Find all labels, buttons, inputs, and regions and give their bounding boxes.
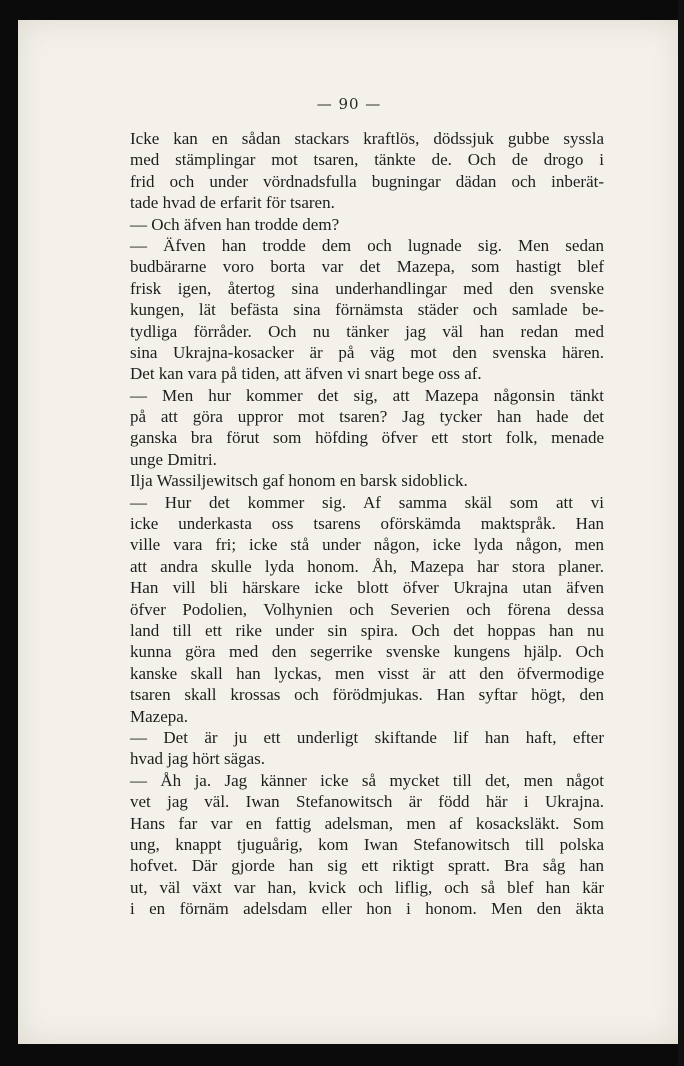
text-line: hofvet. Där gjorde han sig ett riktigt spratt. Bra såg han xyxy=(130,856,604,876)
text-line: på att göra uppror mot tsaren? Jag tycker han hade det xyxy=(130,407,604,427)
text-line: — Men hur kommer det sig, att Mazepa någonsin tänkt xyxy=(130,385,604,405)
text-line: land till ett rike under sin spira. Och det hoppas han nu xyxy=(130,620,604,640)
text-line: i en förnäm adelsdam eller hon i honom. Men den äkta xyxy=(130,899,604,919)
text-line: tade hvad de erfarit för tsaren. xyxy=(130,193,335,213)
text-line: frisk igen, återtog sina underhandlingar med den svenske xyxy=(130,278,604,298)
text-line: att andra skulle lyda honom. Åh, Mazepa har stora planer. xyxy=(130,556,604,576)
text-line: — Åh ja. Jag känner icke så mycket till det, men något xyxy=(130,770,604,790)
text-line: ganska bra förut som höfding öfver ett stort folk, menade xyxy=(130,428,604,448)
text-line: — Äfven han trodde dem och lugnade sig. Men sedan xyxy=(130,235,604,255)
text-line: sina Ukrajna-kosacker är på väg mot den svenska hären. xyxy=(130,342,604,362)
text-line: icke underkasta oss tsarens oförskämda maktspråk. Han xyxy=(130,514,604,534)
text-line: — Det är ju ett underligt skiftande lif han haft, efter xyxy=(130,727,604,747)
text-line: — Och äfven han trodde dem? xyxy=(130,214,340,234)
page-number: — 90 — xyxy=(316,95,382,113)
text-line: ville vara fri; icke stå under någon, icke lyda någon, men xyxy=(130,535,604,555)
text-line: öfver Podolien, Volhynien och Severien och förena dessa xyxy=(130,599,604,619)
text-line: ung, knappt tjuguårig, kom Iwan Stefanowitsch till polska xyxy=(130,834,604,854)
text-line: — Hur det kommer sig. Af samma skäl som att vi xyxy=(130,492,604,512)
text-line: tydliga förråder. Och nu tänker jag väl han redan med xyxy=(130,321,604,341)
text-line: budbärarne voro borta var det Mazepa, som hastigt blef xyxy=(130,257,604,277)
text-line: Hans far var en fattig adelsman, men af kosacksläkt. Som xyxy=(130,813,604,833)
text-line: kungen, lät befästa sina förnämsta städer och samlade be- xyxy=(130,300,604,320)
text-line: unge Dmitri. xyxy=(130,449,217,469)
book-page xyxy=(18,20,680,1044)
text-line: kunna göra med den segerrike svenske kungens hjälp. Och xyxy=(130,642,604,662)
text-line: vet jag väl. Iwan Stefanowitsch är född här i Ukrajna. xyxy=(130,792,604,812)
scan-edge xyxy=(678,0,684,1066)
text-line: hvad jag hört sägas. xyxy=(130,749,266,769)
text-line: Han vill bli härskare icke blott öfver Ukrajna utan äfven xyxy=(130,578,604,598)
text-line: Icke kan en sådan stackars kraftlös, dödssjuk gubbe syssla xyxy=(130,129,604,148)
text-line: frid och under vördnadsfulla bugningar dädan och inberät- xyxy=(130,171,604,191)
text-line: Mazepa. xyxy=(130,706,189,726)
text-line: kanske skall han lyckas, men visst är att den öfvermodige xyxy=(130,663,604,683)
text-line: tsaren skall krossas och förödmjukas. Han syftar högt, den xyxy=(130,685,604,705)
text-line: Det kan vara på tiden, att äfven vi snart bege oss af. xyxy=(130,364,482,384)
text-line: med stämplingar mot tsaren, tänkte de. Och de drogo i xyxy=(130,150,604,170)
body-text xyxy=(130,128,604,919)
text-line: ut, väl växt var han, kvick och liflig, och så blef han kär xyxy=(130,877,604,897)
text-line: Ilja Wassiljewitsch gaf honom en barsk sidoblick. xyxy=(130,471,468,491)
